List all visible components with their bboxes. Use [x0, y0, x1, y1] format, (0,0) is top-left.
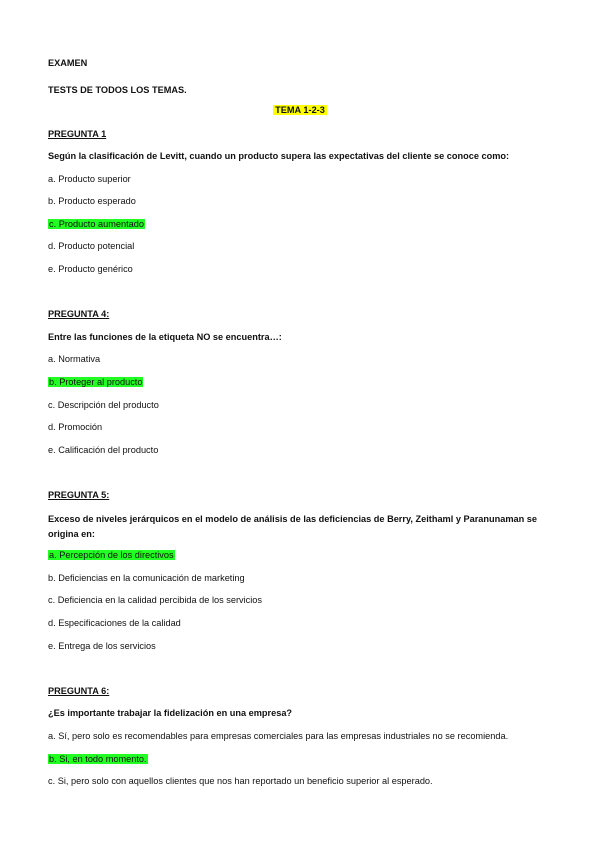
option-item-correct: [48, 218, 145, 230]
tema-label: TEMA 1-2-3: [275, 105, 325, 115]
correct-answer: c. Producto aumentado: [49, 219, 144, 229]
exam-subtitle: TESTS DE TODOS LOS TEMAS.: [48, 85, 187, 95]
option-item: e. Producto genérico: [48, 264, 133, 274]
option-item: a. Producto superior: [48, 174, 131, 184]
option-item: d. Producto potencial: [48, 241, 135, 251]
question-label: PREGUNTA 6:: [48, 686, 110, 696]
option-item: b. Producto esperado: [48, 196, 136, 206]
option-item: e. Calificación del producto: [48, 445, 159, 455]
option-item: e. Entrega de los servicios: [48, 641, 156, 651]
exam-title: EXAMEN: [48, 58, 88, 68]
option-item: d. Especificaciones de la calidad: [48, 618, 181, 628]
option-item: a. Sí, pero solo es recomendables para empresas comerciales para las empresas industriales no se recomienda.: [48, 731, 509, 741]
option-item-correct: [48, 753, 148, 765]
correct-answer: b. Proteger al producto: [49, 377, 143, 387]
option-item: d. Promoción: [48, 422, 103, 432]
question-text: Según la clasificación de Levitt, cuando un producto supera las expectativas del cliente se conoce como:: [48, 151, 510, 161]
tema-heading: [0, 104, 600, 116]
option-item: c. Deficiencia en la calidad percibida de los servicios: [48, 595, 262, 605]
question-text: ¿Es importante trabajar la fidelización en una empresa?: [48, 708, 293, 718]
question-label: PREGUNTA 4:: [48, 309, 110, 319]
option-item: b. Deficiencias en la comunicación de marketing: [48, 573, 245, 583]
question-text: Entre las funciones de la etiqueta NO se encuentra…:: [48, 332, 282, 342]
option-item-correct: [48, 549, 175, 561]
question-label: PREGUNTA 5:: [48, 490, 110, 500]
question-text: Exceso de niveles jerárquicos en el modelo de análisis de las deficiencias de Berry, Zeithaml y Paranunaman se origina en:: [48, 514, 538, 539]
option-item-correct: [48, 376, 143, 388]
option-item: a. Normativa: [48, 354, 101, 364]
option-item: c. Descripción del producto: [48, 400, 159, 410]
question-label: PREGUNTA 1: [48, 129, 107, 139]
correct-answer: b. Si, en todo momento.: [49, 754, 147, 764]
option-item: c. Si, pero solo con aquellos clientes que nos han reportado un beneficio superior al esperado.: [48, 776, 433, 786]
correct-answer: a. Percepción de los directivos: [49, 550, 174, 560]
